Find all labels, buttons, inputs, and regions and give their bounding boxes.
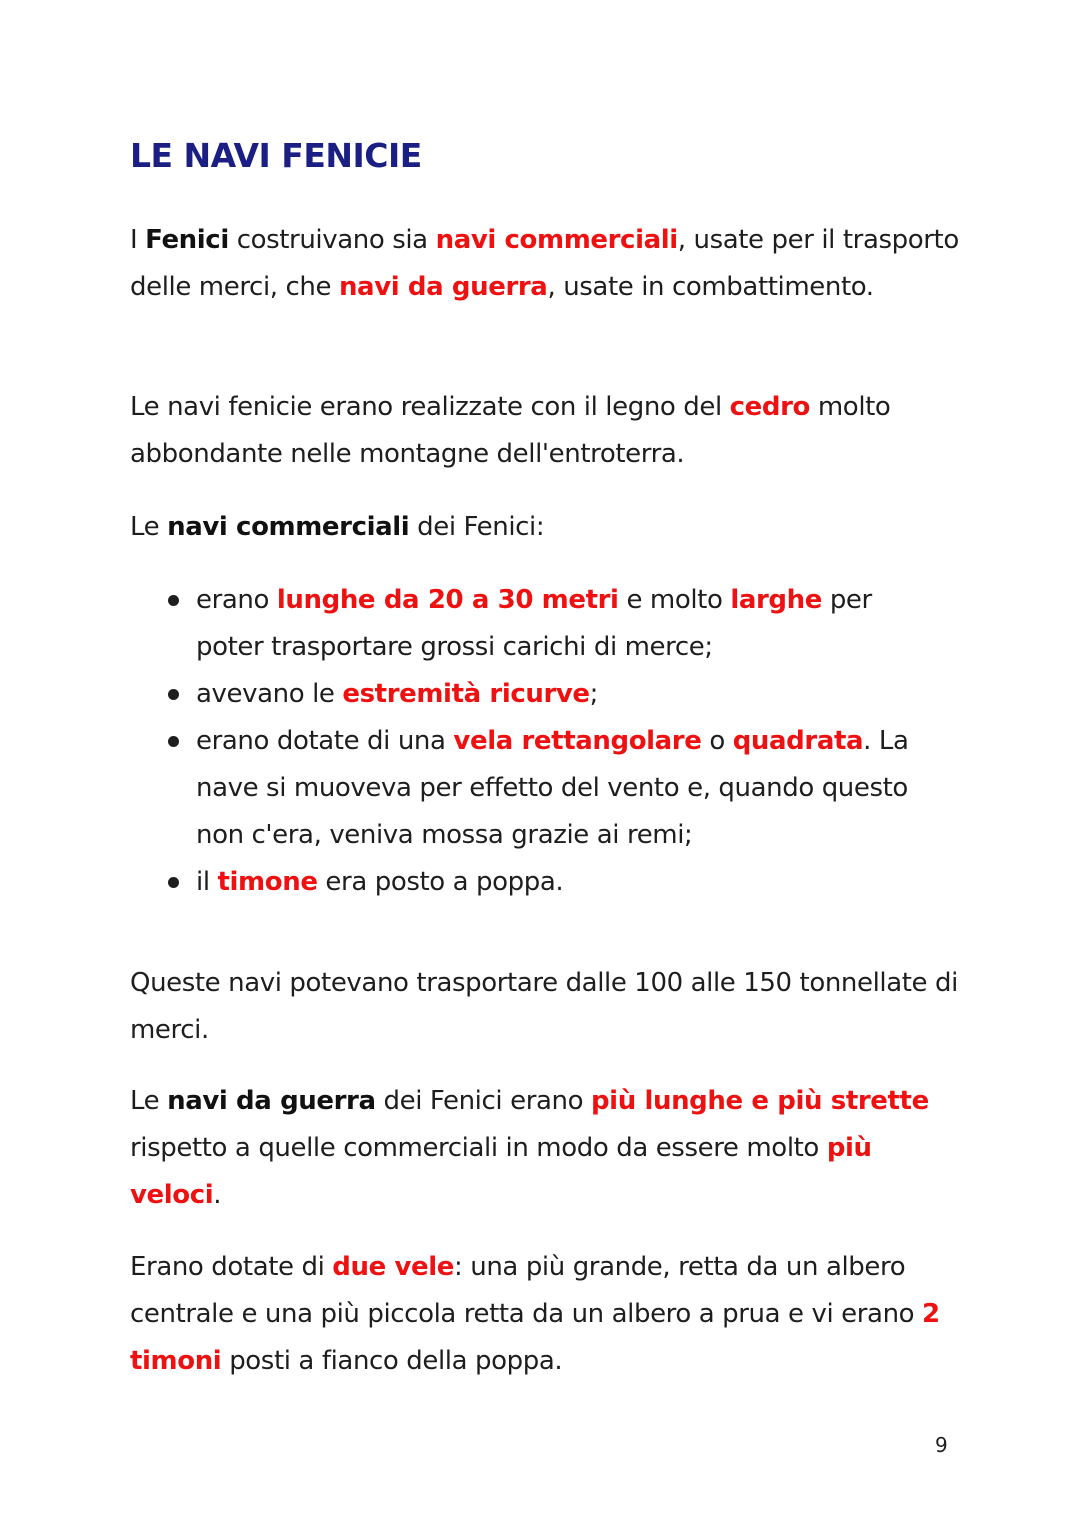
text: rispetto a quelle commerciali in modo da essere molto — [130, 1133, 827, 1163]
text: Le — [130, 512, 168, 542]
emphasis-red: navi da guerra — [338, 272, 548, 302]
list-item — [166, 577, 936, 671]
text: Le — [130, 1086, 168, 1116]
text: ; — [589, 679, 599, 709]
bullet-icon — [168, 689, 179, 700]
emphasis-bold: navi commerciali — [167, 512, 410, 542]
emphasis-red: navi commerciali — [435, 225, 678, 255]
paragraph-capacity — [130, 960, 960, 1054]
emphasis-red: estremità ricurve — [342, 679, 590, 709]
emphasis-red: timone — [217, 867, 318, 897]
text: I — [130, 225, 146, 255]
text: , usate per il trasporto delle merci, che — [130, 225, 959, 302]
text: : una più grande, retta da un albero centrale e una più piccola retta da un albero a prua e vi erano — [130, 1252, 923, 1329]
emphasis-red: lunghe da 20 a 30 metri — [276, 585, 619, 615]
text: il — [196, 867, 218, 897]
emphasis-red: più lunghe e più strette — [590, 1086, 929, 1116]
emphasis-red: larghe — [730, 585, 822, 615]
emphasis-red: cedro — [729, 392, 811, 422]
list-item — [166, 718, 936, 859]
bullet-list — [166, 577, 936, 906]
text: dei Fenici: — [409, 512, 545, 542]
text: avevano le — [196, 679, 343, 709]
text: Le navi fenicie erano realizzate con il legno del — [130, 392, 730, 422]
text: era posto a poppa. — [317, 867, 564, 897]
text: costruivano sia — [228, 225, 436, 255]
text: . — [213, 1180, 222, 1210]
emphasis-bold: Fenici — [145, 225, 229, 255]
emphasis-red: due vele — [332, 1252, 455, 1282]
text: posti a fianco della poppa. — [221, 1346, 563, 1376]
text: . La nave si muoveva per effetto del vento e, quando questo non c'era, veniva mossa grazie ai remi; — [196, 726, 909, 850]
emphasis-red: 2 timoni — [130, 1299, 940, 1376]
emphasis-red: quadrata — [732, 726, 864, 756]
bullet-icon — [168, 595, 179, 606]
emphasis-red: più veloci — [130, 1133, 872, 1210]
text: Queste navi potevano trasportare dalle 100 alle 150 tonnellate di merci. — [130, 968, 958, 1045]
paragraph-commercial-intro — [130, 504, 960, 551]
emphasis-bold: navi da guerra — [167, 1086, 376, 1116]
page-number: 9 — [935, 1433, 948, 1457]
text: Erano dotate di — [130, 1252, 333, 1282]
text: o — [701, 726, 733, 756]
text: erano dotate di una — [196, 726, 454, 756]
list-item — [166, 671, 936, 718]
text: dei Fenici erano — [375, 1086, 591, 1116]
text: e molto — [618, 585, 731, 615]
text: , usate in combattimento. — [547, 272, 874, 302]
paragraph-warships — [130, 1078, 960, 1219]
bullet-icon — [168, 877, 179, 888]
bullet-icon — [168, 736, 179, 747]
emphasis-red: vela rettangolare — [453, 726, 702, 756]
paragraph-sails — [130, 1244, 960, 1385]
text: molto abbondante nelle montagne dell'entroterra. — [130, 392, 891, 469]
text: erano — [196, 585, 277, 615]
list-item — [166, 859, 936, 906]
page-title: LE NAVI FENICIE — [130, 136, 422, 175]
paragraph-intro — [130, 217, 960, 311]
paragraph-materials — [130, 384, 960, 478]
text: per poter trasportare grossi carichi di merce; — [196, 585, 872, 662]
